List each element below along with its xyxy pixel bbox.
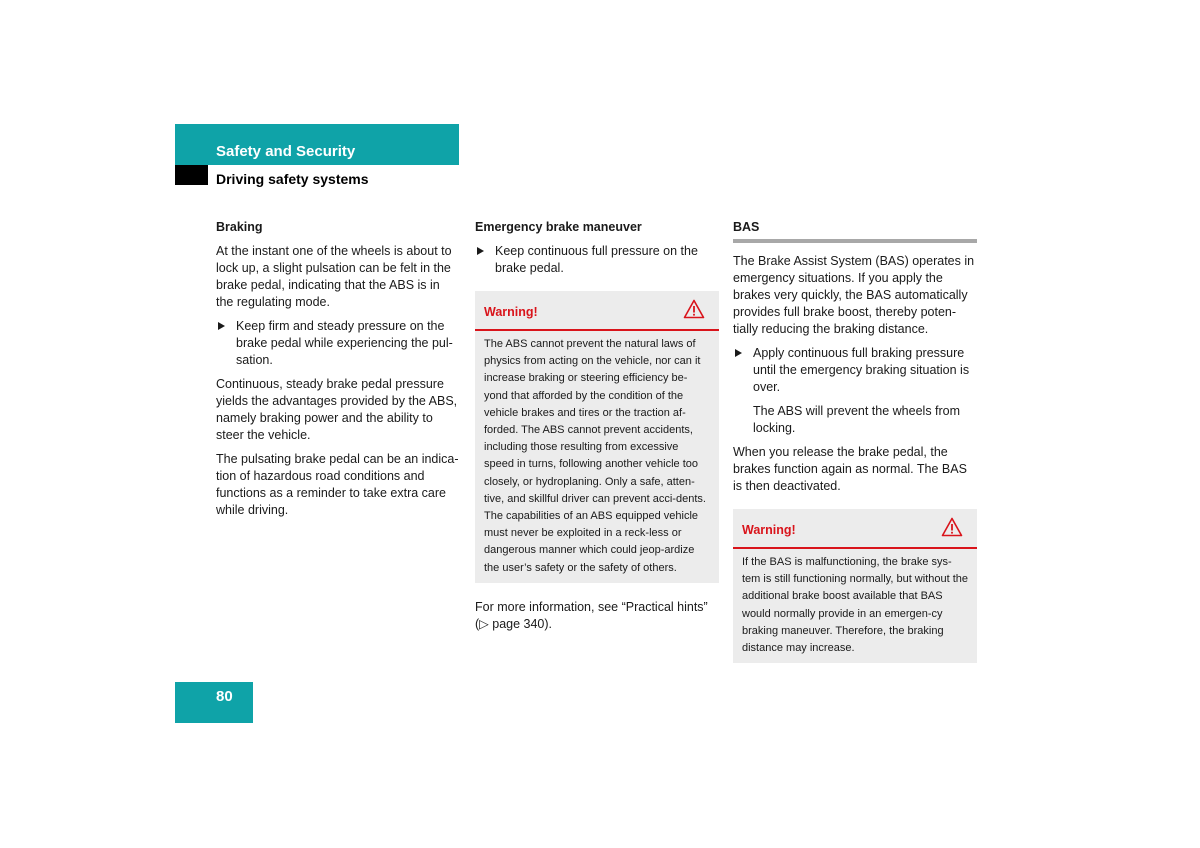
bullet-triangle-icon [735,349,742,357]
heading-emergency-brake: Emergency brake maneuver [475,220,642,234]
bullet-item [216,318,460,369]
column-bas [733,219,977,679]
warning-triangle-icon [683,299,705,319]
bullet-item [475,243,719,277]
bullet-text: Keep continuous full pressure on the brake pedal. [495,244,698,275]
more-info-text: For more information, see “Practical hints” (▷ page 340). [475,599,708,631]
warning-text: If the BAS is malfunctioning, the brake sys-tem is still functioning normally, but without the additional brake boost available that BAS would normally provide in an emergen-cy braking maneuver. Therefore, the braking distance may increase. [742,556,969,655]
paragraph: The Brake Assist System (BAS) operates in emergency situations. If you apply the brakes very quickly, the BAS automatically provides full brake boost, thereby poten-tially reducing the braking distance. [733,254,975,336]
page-number-box [175,682,253,723]
bullet-note: The ABS will prevent the wheels from locking. [753,404,961,435]
bullet-triangle-icon [218,322,225,330]
warning-box [733,509,977,663]
paragraph: Continuous, steady brake pedal pressure yields the advantages provided by the ABS, namely braking power and the ability to steer the vehicle. [216,377,458,442]
bullet-text: Keep firm and steady pressure on the brake pedal while experiencing the pul-sation. [236,319,453,367]
column-braking [216,219,460,526]
warning-text: The ABS cannot prevent the natural laws of physics from acting on the vehicle, nor can it increase braking or steering efficiency be-yond that afforded by the condition of the vehicle brakes and tires or the traction af-forded. The ABS cannot prevent accidents, including those resulting from excessive speed in turns, following another vehicle too closely, or hydroplaning. Only a safe, atten-tive, and skillful driver can prevent acci-dents. The capabilities of an ABS equipped vehicle must never be exploited in a reck-less or dangerous manner which could jeop-ardize the user’s safety or the safety of others. [484,338,706,574]
heading-bas: BAS [733,219,977,243]
bullet-triangle-icon [477,247,484,255]
header-marker [175,165,208,185]
paragraph: When you release the brake pedal, the brakes function again as normal. The BAS is then deactivated. [733,445,967,493]
warning-triangle-icon [941,517,963,537]
warning-box [475,291,719,583]
bullet-text: Apply continuous full braking pressure until the emergency braking situation is over. [753,346,970,394]
paragraph: At the instant one of the wheels is about to lock up, a slight pulsation can be felt in the brake pedal, indicating that the ABS is in the regulating mode. [216,244,452,309]
bullet-item [733,345,977,396]
heading-braking: Braking [216,220,263,234]
warning-header [475,291,719,331]
section-title: Safety and Security [216,143,356,160]
column-emergency-brake [475,219,719,640]
paragraph: The pulsating brake pedal can be an indica-tion of hazardous road conditions and functions as a reminder to take extra care while driving. [216,452,459,517]
subsection-title: Driving safety systems [216,171,369,187]
warning-header [733,509,977,549]
section-header-bar [175,124,459,165]
warning-label: Warning! [484,305,538,319]
page-number: 80 [216,688,233,705]
warning-label: Warning! [742,523,796,537]
